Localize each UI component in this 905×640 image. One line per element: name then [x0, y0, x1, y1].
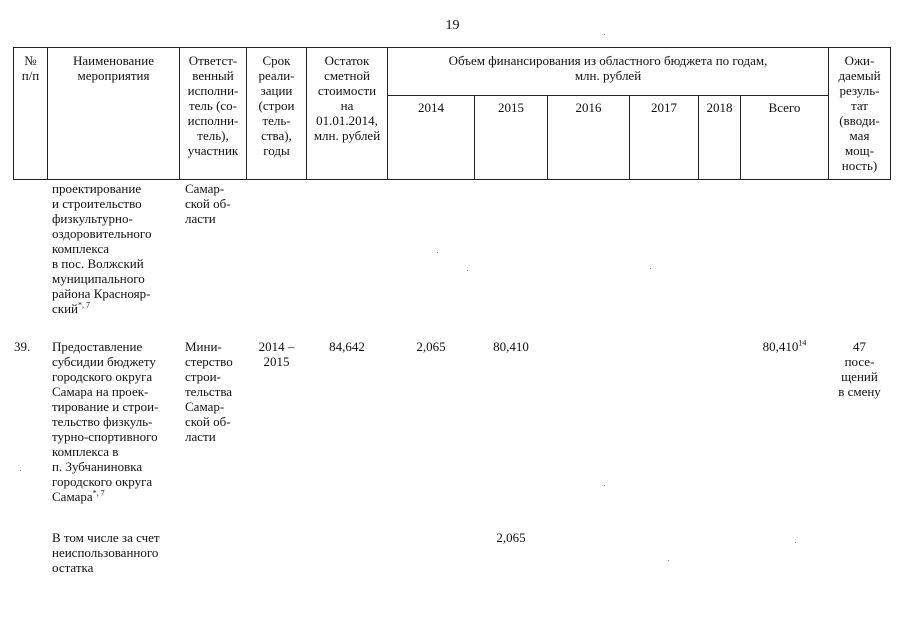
row-remaining: 84,642	[329, 339, 365, 354]
header-term: Срок реали- зации (строи тель- ства), годы	[258, 53, 295, 158]
header-top-border	[13, 47, 890, 48]
header-year-2016: 2016	[575, 100, 602, 115]
scan-speck	[604, 485, 605, 486]
scan-speck	[795, 542, 796, 543]
header-result: Ожи- даемый резуль- тат (вводи- мая мощ- ность)	[838, 53, 881, 173]
row-2014: 2,065	[416, 339, 446, 354]
scan-speck	[604, 34, 605, 35]
header-remaining: Остаток сметной стоимости на 01.01.2014, млн. рублей	[313, 53, 381, 143]
row-result: 47 посе- щений в смену	[838, 339, 881, 399]
scan-speck	[467, 270, 468, 271]
page-number: 19	[445, 18, 460, 33]
row-name: В том числе за счет неиспользованного остатка	[52, 530, 160, 575]
footnote-mark: 14	[798, 338, 807, 348]
header-year-2015: 2015	[498, 100, 524, 115]
header-bottom-border	[13, 179, 890, 180]
scan-speck	[20, 470, 21, 471]
header-executor: Ответст- венный исполни- тель (со- исполни- тель), участник	[187, 53, 239, 158]
scan-speck	[668, 560, 669, 561]
row-executor: Самар- ской об- ласти	[185, 181, 231, 226]
header-total: Всего	[768, 100, 801, 115]
scan-speck	[437, 252, 438, 253]
years-divider	[387, 95, 828, 96]
header-name: Наименование мероприятия	[73, 53, 154, 83]
row-name: Предоставление субсидии бюджету городского округа Самара на проек- тирование и строи- тельство физкуль- турно-спортивного комплекса в п. Зубчаниновка городского округа Самара$^{*, 7}$	[52, 339, 159, 504]
row-executor: Мини- стерство строи- тельства Самар- ской об- ласти	[185, 339, 233, 444]
footnote-mark: *, 7	[92, 488, 105, 498]
row-name: проектирование и строительство физкультурно- оздоровительного комплекса в пос. Волжский муниципального района Краснояр- ский$^{*, 7}$	[52, 181, 152, 316]
row-num: 39.	[14, 339, 31, 354]
scan-speck	[650, 268, 651, 269]
header-year-2017: 2017	[651, 100, 677, 115]
header-funding: Объем финансирования из областного бюджета по годам, млн. рублей	[448, 53, 768, 83]
row-total: 80,410$^{14}$	[762, 338, 807, 354]
col-line-12	[890, 47, 891, 180]
header-year-2018: 2018	[706, 100, 733, 115]
row-term: 2014 – 2015	[258, 339, 295, 369]
footnote-mark: *, 7	[78, 300, 90, 310]
row-2015: 2,065	[496, 530, 526, 545]
header-year-2014: 2014	[418, 100, 444, 115]
header-num: № п/п	[21, 53, 40, 83]
row-2015: 80,410	[493, 339, 529, 354]
